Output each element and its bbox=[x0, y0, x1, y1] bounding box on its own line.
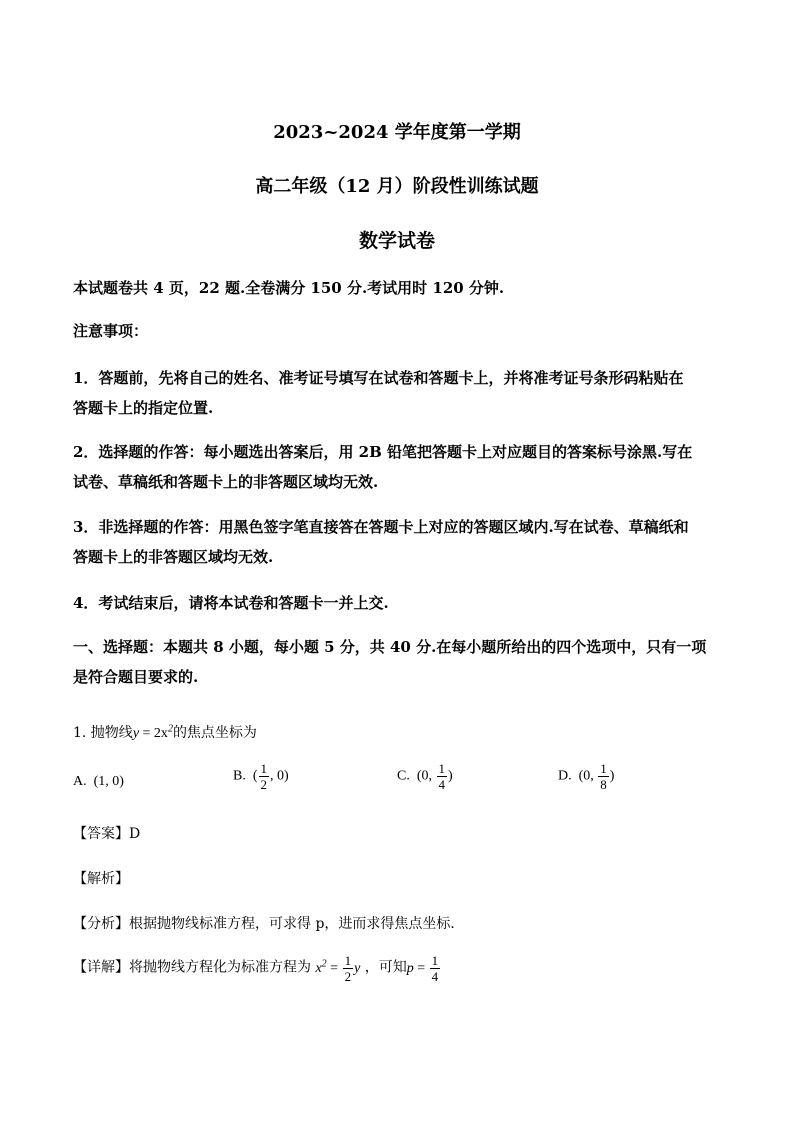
xiangjie-p: p bbox=[406, 960, 414, 976]
xiangjie-eq-x: x bbox=[315, 960, 322, 976]
option-b-fraction bbox=[259, 762, 270, 791]
xiangjie-text: 将抛物线方程化为标准方程为 bbox=[129, 959, 311, 976]
notice-item-4: 4．考试结束后，请将本试卷和答题卡一并上交. bbox=[73, 594, 389, 612]
xiangjie-text2: ，可知 bbox=[360, 959, 407, 976]
xiangjie-p-fraction bbox=[430, 954, 441, 983]
answer-value: D bbox=[129, 826, 141, 842]
notice-item-2-line2: 试卷、草稿纸和答题卡上的非答题区域均无效. bbox=[73, 473, 379, 491]
intro-text: 本试题卷共 4 页，22 题.全卷满分 150 分.考试用时 120 分钟. bbox=[73, 279, 505, 297]
option-d-label: D. bbox=[558, 768, 572, 784]
year-term-title: 2023~2024 学年度第一学期 bbox=[273, 122, 521, 143]
question-1-prefix: 1. 抛物线 bbox=[73, 725, 133, 741]
xiangjie-p-denominator: 4 bbox=[431, 969, 439, 984]
answer-line bbox=[73, 823, 733, 843]
notice-heading: 注意事项： bbox=[73, 322, 149, 340]
xiangjie-eq-denominator: 2 bbox=[344, 969, 352, 984]
subject-title: 数学试卷 bbox=[358, 230, 435, 252]
notice-item-1-line2: 答题卡上的指定位置. bbox=[73, 399, 214, 417]
xiangjie-eq-fraction bbox=[343, 954, 354, 983]
xiangjie-eq-numerator: 1 bbox=[344, 953, 352, 968]
option-a-value: (1, 0) bbox=[93, 774, 124, 789]
answer-tag: 【答案】 bbox=[73, 826, 129, 842]
xiangjie-eq-equals: = bbox=[326, 960, 342, 976]
xiangjie-p-equation bbox=[406, 953, 441, 984]
option-c-fraction bbox=[437, 762, 448, 791]
exam-name-title: 高二年级（12 月）阶段性训练试题 bbox=[255, 176, 539, 197]
question-1-stem bbox=[73, 722, 733, 742]
option-d-close: ) bbox=[609, 768, 615, 784]
option-d bbox=[558, 762, 614, 791]
option-b-open: ( bbox=[252, 768, 258, 784]
option-d-numerator: 1 bbox=[600, 761, 607, 776]
option-b bbox=[233, 762, 289, 791]
notice-item-3-line1: 3．非选择题的作答：用黑色签字笔直接答在答题卡上对应的答题区域内.写在试卷、草稿纸和 bbox=[73, 518, 689, 536]
option-b-close: , 0) bbox=[270, 768, 289, 784]
question-1-suffix: 的焦点坐标为 bbox=[172, 725, 257, 741]
option-b-numerator: 1 bbox=[260, 761, 268, 776]
notice-item-1-line1: 1．答题前，先将自己的姓名、准考证号填写在试卷和答题卡上，并将准考证号条形码粘贴在 bbox=[73, 369, 684, 387]
option-d-fraction bbox=[598, 762, 609, 791]
option-d-open: (0, bbox=[578, 768, 598, 784]
xiangjie-line bbox=[73, 954, 733, 983]
option-c-close: ) bbox=[448, 768, 453, 784]
fenxi-tag: 【分析】 bbox=[73, 916, 129, 932]
section1-line2: 是符合题目要求的. bbox=[73, 668, 199, 686]
section1-line1: 一、选择题：本题共 8 小题，每小题 5 分，共 40 分.在每小题所给出的四个选项中，只有一项 bbox=[73, 638, 707, 656]
notice-item-3-line2: 答题卡上的非答题区域均无效. bbox=[73, 548, 274, 566]
xiangjie-p-equals: = bbox=[413, 960, 429, 976]
xiangjie-tag: 【详解】 bbox=[73, 959, 129, 976]
option-c-label: C. bbox=[397, 768, 410, 784]
option-a bbox=[73, 774, 124, 790]
option-c bbox=[397, 762, 453, 791]
option-a-label: A. bbox=[73, 774, 87, 789]
option-b-label: B. bbox=[233, 768, 246, 784]
eq-lhs: y bbox=[132, 726, 140, 741]
analysis-tag: 【解析】 bbox=[73, 871, 129, 887]
notice-item-2-line1: 2．选择题的作答：每小题选出答案后，用 2B 铅笔把答题卡上对应题目的答案标号涂黑.写在 bbox=[73, 443, 693, 461]
xiangjie-equation bbox=[315, 953, 361, 984]
option-c-open: (0, bbox=[416, 768, 436, 784]
eq-exponent: 2 bbox=[167, 723, 173, 735]
option-c-numerator: 1 bbox=[438, 761, 446, 776]
xiangjie-p-numerator: 1 bbox=[431, 953, 439, 968]
fenxi-text: 根据抛物线标准方程，可求得 p，进而求得焦点坐标． bbox=[129, 916, 465, 932]
question-1-equation bbox=[132, 723, 173, 741]
option-b-denominator: 2 bbox=[260, 777, 268, 792]
xiangjie-eq-y: y bbox=[354, 960, 361, 976]
option-d-denominator: 8 bbox=[600, 777, 607, 792]
eq-rhs: = 2x bbox=[142, 726, 168, 741]
fenxi-line bbox=[73, 913, 733, 933]
xiangjie-eq-exp: 2 bbox=[321, 958, 327, 970]
option-c-denominator: 4 bbox=[438, 777, 446, 792]
